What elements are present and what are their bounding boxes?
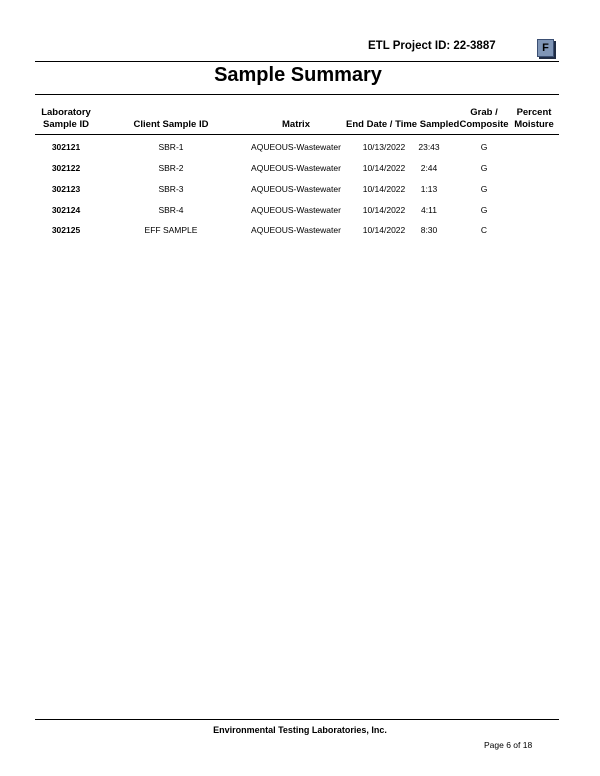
cell-grab: G bbox=[480, 142, 488, 152]
page-number: Page 6 of 18 bbox=[484, 740, 533, 750]
divider-top bbox=[35, 61, 559, 62]
cell-time: 4:11 bbox=[421, 205, 437, 215]
cell-time: 8:30 bbox=[420, 225, 438, 235]
cell-date: 10/14/2022 bbox=[362, 225, 406, 235]
cell-grab: G bbox=[480, 205, 488, 215]
divider-footer bbox=[35, 719, 559, 720]
cell-grab: G bbox=[480, 163, 488, 173]
cell-lab-id: 302122 bbox=[51, 163, 81, 173]
divider-header bbox=[35, 134, 559, 135]
divider-title bbox=[35, 94, 559, 95]
cell-lab-id: 302125 bbox=[51, 225, 81, 235]
col-header-grab-line2: Composite bbox=[459, 119, 509, 130]
cell-grab: C bbox=[480, 225, 488, 235]
cell-lab-id: 302121 bbox=[51, 142, 81, 152]
col-header-date-time: End Date / Time Sampled bbox=[346, 119, 460, 130]
cell-client-id: EFF SAMPLE bbox=[144, 225, 198, 235]
cell-date: 10/14/2022 bbox=[362, 205, 406, 215]
cell-matrix: AQUEOUS-Wastewater bbox=[251, 184, 341, 194]
page-title: Sample Summary bbox=[214, 64, 382, 86]
cell-date: 10/14/2022 bbox=[362, 163, 406, 173]
col-header-moisture-line2: Moisture bbox=[514, 119, 554, 130]
cell-time: 23:43 bbox=[418, 142, 440, 152]
project-id: ETL Project ID: 22-3887 bbox=[368, 40, 496, 52]
cell-matrix: AQUEOUS-Wastewater bbox=[251, 205, 341, 215]
col-header-client-id: Client Sample ID bbox=[133, 119, 209, 130]
cell-time: 2:44 bbox=[420, 163, 438, 173]
section-badge: F bbox=[537, 39, 554, 57]
cell-lab-id: 302124 bbox=[51, 205, 81, 215]
cell-grab: G bbox=[480, 184, 488, 194]
col-header-lab-id bbox=[36, 107, 96, 131]
cell-date: 10/14/2022 bbox=[362, 184, 406, 194]
cell-client-id: SBR-2 bbox=[158, 163, 184, 173]
cell-client-id: SBR-3 bbox=[158, 184, 184, 194]
col-header-lab-id-line1: Laboratory bbox=[41, 107, 91, 118]
footer-company: Environmental Testing Laboratories, Inc. bbox=[213, 725, 387, 735]
cell-matrix: AQUEOUS-Wastewater bbox=[251, 163, 341, 173]
col-header-matrix: Matrix bbox=[282, 119, 310, 130]
cell-client-id: SBR-4 bbox=[158, 205, 184, 215]
cell-date: 10/13/2022 bbox=[362, 142, 406, 152]
col-header-lab-id-line2: Sample ID bbox=[43, 119, 89, 130]
col-header-moisture bbox=[510, 107, 558, 131]
cell-matrix: AQUEOUS-Wastewater bbox=[251, 225, 341, 235]
col-header-grab-line1: Grab / bbox=[470, 107, 498, 118]
cell-client-id: SBR-1 bbox=[158, 142, 184, 152]
col-header-moisture-line1: Percent bbox=[516, 107, 552, 118]
cell-lab-id: 302123 bbox=[51, 184, 81, 194]
col-header-grab bbox=[455, 107, 513, 131]
cell-time: 1:13 bbox=[420, 184, 438, 194]
cell-matrix: AQUEOUS-Wastewater bbox=[251, 142, 341, 152]
